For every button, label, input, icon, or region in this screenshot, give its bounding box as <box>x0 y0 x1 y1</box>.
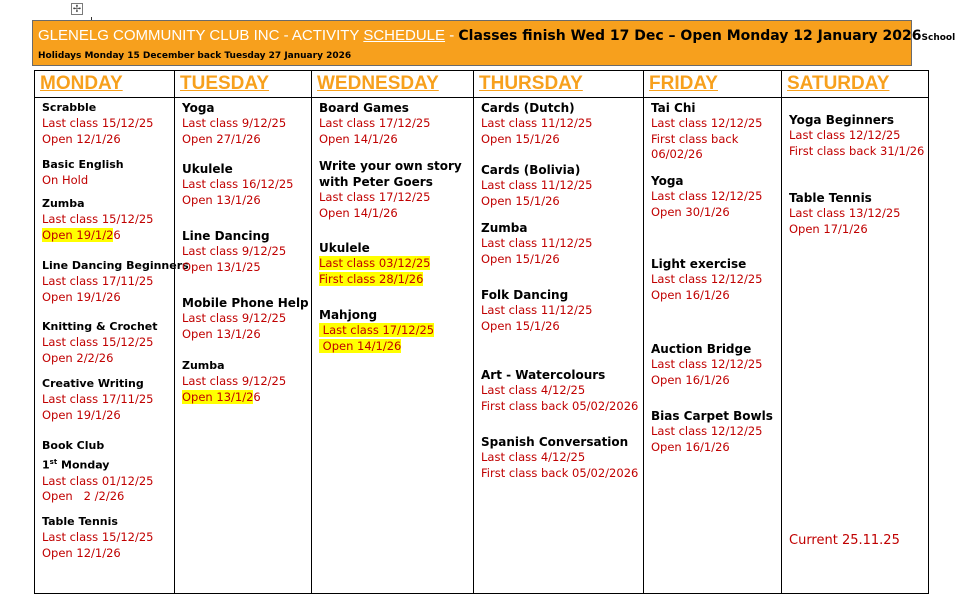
activity-date-text: Last class 9/12/25 <box>182 116 287 130</box>
activity-date-line <box>182 116 309 132</box>
activity-date-text: Last class 17/11/25 <box>42 392 154 406</box>
activity-name: Ukulele <box>182 162 233 176</box>
activity-block <box>481 162 641 209</box>
activity-block <box>42 319 172 366</box>
wednesday-cell <box>312 98 473 593</box>
activity-date-line <box>319 256 471 272</box>
activity-block <box>789 112 926 159</box>
activity-block <box>789 190 926 237</box>
activity-name: Zumba <box>42 197 85 210</box>
activity-date-line <box>182 390 309 406</box>
activity-date-line <box>319 116 471 132</box>
activity-name: Yoga <box>651 174 684 188</box>
activity-date-text: Last class 01/12/25 <box>42 473 154 488</box>
activity-date-line <box>42 546 172 562</box>
activity-date-text: Last class 12/12/25 <box>651 116 763 130</box>
activity-name: Write your own story <box>319 159 462 173</box>
activity-name: Cards (Bolivia) <box>481 163 581 177</box>
activity-block <box>319 158 471 221</box>
activity-block <box>42 514 172 561</box>
activity-date-text: Open 13/1/2 <box>182 389 254 404</box>
day-header-monday: MONDAY <box>35 71 175 98</box>
activity-date-line <box>42 335 172 351</box>
activity-block <box>651 341 779 388</box>
activity-block <box>42 258 189 305</box>
activity-date-text: Open 14/1/26 <box>319 338 402 353</box>
activity-date-line <box>42 212 172 228</box>
activity-date-text: First class 28/1/26 <box>319 271 424 286</box>
activity-date-line <box>789 206 926 222</box>
activity-date-text: Open 14/1/26 <box>319 205 398 220</box>
activity-name: Ukulele <box>319 241 370 255</box>
activity-date-line <box>182 177 309 193</box>
activity-block <box>651 173 779 220</box>
activity-date-tail: 6 <box>113 227 121 242</box>
activity-date-text: Last class 9/12/25 <box>182 244 287 258</box>
activity-date-text: Open 16/1/26 <box>651 372 730 387</box>
activity-name: Bias Carpet Bowls <box>651 409 773 423</box>
day-column-saturday <box>782 98 929 594</box>
activity-date-text: Last class 12/12/25 <box>651 357 763 371</box>
tuesday-cell <box>175 98 311 593</box>
activity-date-text: Open 13/1/26 <box>182 192 261 207</box>
banner-title-underlined: SCHEDULE <box>363 27 446 44</box>
banner-subtitle: Classes finish Wed 17 Dec – Open Monday 12 January 2026 <box>458 28 922 44</box>
schedule-banner <box>32 20 955 66</box>
activity-date-line <box>481 252 641 268</box>
activity-date-text: Last class 15/12/25 <box>42 335 154 349</box>
activity-date-line <box>42 408 172 424</box>
activity-date-line <box>789 222 926 238</box>
activity-date-line <box>182 132 309 148</box>
activity-date-line <box>481 116 641 132</box>
activity-date-text: Last class 11/12/25 <box>481 303 593 317</box>
activity-date-text: Last class 13/12/25 <box>789 206 901 220</box>
activity-date-text: First class back 05/02/2026 <box>481 465 639 480</box>
activity-name: Table Tennis <box>42 515 118 528</box>
activity-date-text: Open 19/1/26 <box>42 407 121 422</box>
activity-date-text: Open 12/1/26 <box>42 131 121 146</box>
activity-ordinal-suffix: st <box>49 458 58 466</box>
activity-date-text: Last class 12/12/25 <box>651 189 763 203</box>
activity-date-text: Last class 17/12/25 <box>319 116 431 130</box>
activity-date-line <box>182 311 309 327</box>
activity-date-tail: 6 <box>253 389 261 404</box>
activity-name: Scrabble <box>42 101 97 114</box>
activity-date-line <box>42 489 172 505</box>
banner-title-dash: - <box>445 27 459 44</box>
activity-date-line <box>789 144 926 160</box>
activity-date-text: Last class 9/12/25 <box>182 311 287 325</box>
current-date-note: Current 25.11.25 <box>789 533 900 548</box>
activity-date-line <box>42 173 172 189</box>
activity-date-text: Open 14/1/26 <box>319 131 398 146</box>
banner-holidays: Holidays Monday 15 December back Tuesday 27 January 2026 <box>38 51 352 61</box>
activity-ordinal: 1 <box>42 458 50 472</box>
activity-name-line2 <box>42 454 172 474</box>
body-row <box>35 98 929 594</box>
activity-date-line <box>651 424 779 440</box>
activity-block <box>182 100 309 147</box>
activity-name-rest: Monday <box>57 458 110 472</box>
activity-name: Mobile Phone Help <box>182 296 309 310</box>
activity-date-text: Last class 11/12/25 <box>481 116 593 130</box>
activity-date-text: Open 13/1/25 <box>182 259 261 274</box>
activity-date-line <box>651 132 779 148</box>
day-header-saturday: SATURDAY <box>782 71 929 98</box>
activity-name: Mahjong <box>319 308 378 322</box>
activity-date-line <box>319 206 471 222</box>
activity-date-line <box>182 193 309 209</box>
activity-name: Board Games <box>319 101 409 115</box>
activity-date-line <box>651 189 779 205</box>
friday-cell <box>644 98 781 593</box>
activity-date-line <box>651 440 779 456</box>
activity-date-text: Last class 17/12/25 <box>319 323 435 337</box>
activity-date-line <box>42 290 172 306</box>
activity-date-text: Last class 12/12/25 <box>651 424 763 438</box>
activity-date-text: Open 17/1/26 <box>789 221 868 236</box>
activity-date-line <box>481 466 641 482</box>
activity-name: Basic English <box>42 158 124 171</box>
activity-date-text: Last class 4/12/25 <box>481 383 586 397</box>
activity-date-line <box>319 190 471 206</box>
activity-date-text: Open 12/1/26 <box>42 545 121 560</box>
activity-date-line <box>481 399 641 415</box>
activity-block <box>182 295 309 342</box>
activity-block <box>182 228 309 275</box>
header-row <box>35 71 929 98</box>
activity-date-line <box>182 374 309 390</box>
activity-date-line <box>651 357 779 373</box>
activity-date-line <box>42 228 172 244</box>
activity-block <box>651 408 779 455</box>
activity-name: Folk Dancing <box>481 288 569 302</box>
day-column-tuesday <box>175 98 312 594</box>
activity-date-text: Last class 15/12/25 <box>42 116 154 130</box>
activity-date-text: Open 15/1/26 <box>481 251 560 266</box>
activity-date-text: First class back 05/02/2026 <box>481 398 639 413</box>
activity-name: Table Tennis <box>789 191 872 205</box>
activity-date-text: Open 19/1/2 <box>42 227 114 242</box>
activity-block <box>319 100 471 147</box>
day-header-wednesday: WEDNESDAY <box>312 71 474 98</box>
activity-block <box>651 100 779 163</box>
day-column-monday <box>35 98 189 594</box>
activity-date-line <box>319 272 471 288</box>
activity-date-line <box>42 392 172 408</box>
activity-date-text: Open 16/1/26 <box>651 439 730 454</box>
saturday-cell <box>782 98 928 593</box>
activity-date-line <box>319 132 471 148</box>
activity-date-text: Last class 17/12/25 <box>319 190 431 204</box>
activity-date-line <box>481 383 641 399</box>
activity-date-line <box>42 132 172 148</box>
activity-block <box>481 287 641 334</box>
activity-block <box>481 220 641 267</box>
activity-date-line <box>789 128 926 144</box>
activity-date-line <box>319 339 471 355</box>
activity-date-line <box>651 373 779 389</box>
day-column-wednesday <box>312 98 474 594</box>
activity-date-text: Last class 16/12/25 <box>182 177 294 191</box>
activity-date-text: Last class 03/12/25 <box>319 256 431 270</box>
activity-date-text: Open 27/1/26 <box>182 131 261 146</box>
activity-date-text: Last class 15/12/25 <box>42 530 154 544</box>
activity-name: Spanish Conversation <box>481 435 629 449</box>
activity-date-line <box>481 178 641 194</box>
activity-date-line <box>651 205 779 221</box>
activity-date-text: Open 13/1/26 <box>182 326 261 341</box>
activity-date-text: Open 2 /2/26 <box>42 489 125 504</box>
activity-date-line <box>42 351 172 367</box>
activity-date-line <box>651 116 779 132</box>
activity-block <box>481 367 641 414</box>
activity-date-line <box>182 244 309 260</box>
activity-date-text: Last class 15/12/25 <box>42 212 154 226</box>
activity-block <box>651 256 779 303</box>
thursday-cell <box>474 98 643 593</box>
activity-date-line <box>42 274 172 290</box>
activity-name: Art - Watercolours <box>481 368 606 382</box>
activity-date-text: Last class 11/12/25 <box>481 236 593 250</box>
activity-block <box>42 196 172 243</box>
activity-date-text: Last class 17/11/25 <box>42 274 154 288</box>
banner-title-line <box>38 27 955 44</box>
activity-date-text: Last class 11/12/25 <box>481 178 593 192</box>
activity-date-line <box>319 323 471 339</box>
activity-name: Zumba <box>481 221 528 235</box>
day-column-friday <box>644 98 782 594</box>
activity-block <box>42 438 172 505</box>
activity-date-text: First class back 31/1/26 <box>789 143 925 158</box>
activity-date-line <box>42 474 172 490</box>
activity-date-text: First class back <box>651 131 739 146</box>
day-header-thursday: THURSDAY <box>474 71 644 98</box>
activity-name: Line Dancing Beginners <box>42 259 189 272</box>
activity-date-line <box>42 116 172 132</box>
activity-block <box>42 100 172 147</box>
activity-block <box>481 100 641 147</box>
activity-date-line <box>651 147 779 163</box>
activity-block <box>42 376 172 423</box>
activity-date-text: Open 30/1/26 <box>651 204 730 219</box>
activity-date-line <box>42 530 172 546</box>
activity-name: Zumba <box>182 359 225 372</box>
activity-date-text: Last class 12/12/25 <box>651 272 763 286</box>
activity-date-text: Open 16/1/26 <box>651 287 730 302</box>
activity-date-text: Open 19/1/26 <box>42 289 121 304</box>
activity-name: Yoga <box>182 101 215 115</box>
activity-date-text: Last class 9/12/25 <box>182 374 287 388</box>
activity-date-line <box>481 236 641 252</box>
activity-date-line <box>481 319 641 335</box>
activity-date-line <box>481 194 641 210</box>
monday-cell <box>35 98 189 593</box>
activity-date-text: Open 15/1/26 <box>481 193 560 208</box>
activity-name: Line Dancing <box>182 229 270 243</box>
activity-date-text: Open 2/2/26 <box>42 350 114 365</box>
activity-name: Light exercise <box>651 257 747 271</box>
banner-subtitle-suffix: School <box>921 33 955 43</box>
table-move-handle-icon[interactable]: ✢ <box>72 4 82 15</box>
activity-name-rest: with Peter Goers <box>319 175 433 189</box>
activity-date-line <box>481 132 641 148</box>
activity-date-text: Last class 12/12/25 <box>789 128 901 142</box>
activity-date-line <box>182 327 309 343</box>
activity-block <box>42 157 172 189</box>
activity-name: Auction Bridge <box>651 342 752 356</box>
activity-block <box>481 434 641 481</box>
activity-date-text: Last class 4/12/25 <box>481 450 586 464</box>
activity-name: Cards (Dutch) <box>481 101 575 115</box>
activity-date-line <box>182 260 309 276</box>
activity-name: Knitting & Crochet <box>42 320 158 333</box>
activity-date-line <box>651 288 779 304</box>
activity-date-text: 06/02/26 <box>651 147 703 161</box>
activity-block <box>319 240 471 287</box>
banner-title: GLENELG COMMUNITY CLUB INC - ACTIVITY <box>38 27 364 44</box>
day-header-friday: FRIDAY <box>644 71 782 98</box>
activity-name: Tai Chi <box>651 101 696 115</box>
schedule-table <box>34 70 929 594</box>
activity-name: Book Club <box>42 439 105 452</box>
activity-name: Creative Writing <box>42 377 144 390</box>
activity-date-line <box>481 303 641 319</box>
activity-block <box>182 161 309 208</box>
activity-date-line <box>481 450 641 466</box>
activity-block <box>182 358 309 405</box>
day-column-thursday <box>474 98 644 594</box>
activity-name-line2 <box>319 174 471 190</box>
activity-block <box>319 307 471 354</box>
day-header-tuesday: TUESDAY <box>175 71 312 98</box>
activity-date-line <box>651 272 779 288</box>
activity-date-text: Open 15/1/26 <box>481 318 560 333</box>
activity-date-text: On Hold <box>42 173 89 187</box>
activity-date-text: Open 15/1/26 <box>481 131 560 146</box>
activity-name: Yoga Beginners <box>789 113 894 127</box>
